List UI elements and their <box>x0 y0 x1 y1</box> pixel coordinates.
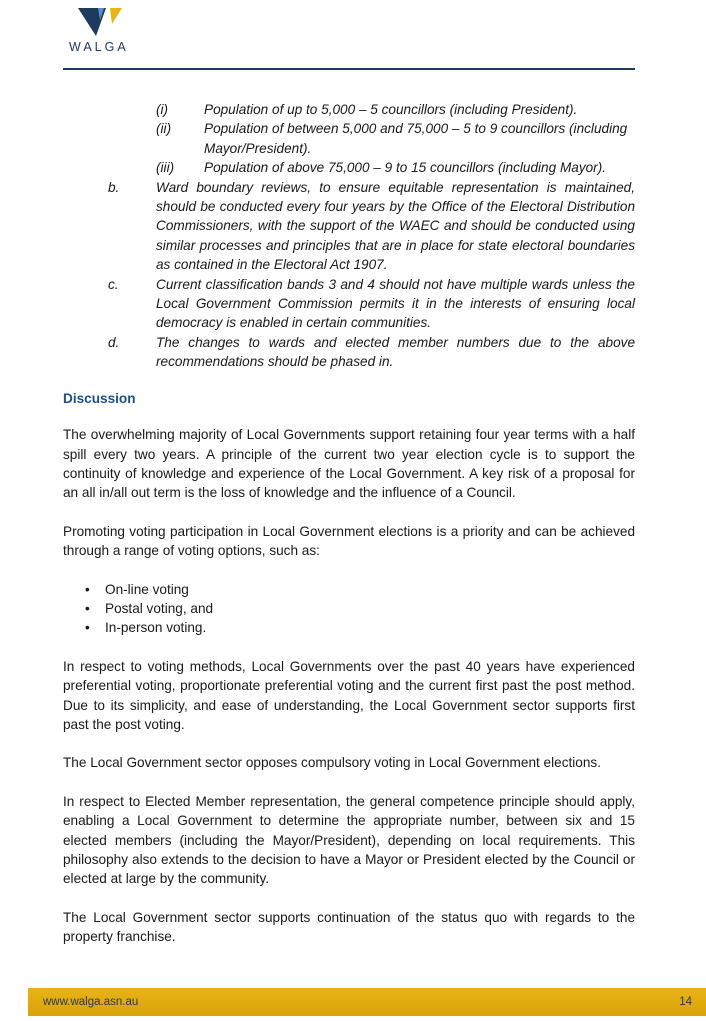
paragraph: The overwhelming majority of Local Governments support retaining four year terms with a half spill every two years. A principle of the current two year election cycle is to support the continuity of knowledge and experience of the Local Government. A key risk of a proposal for an all in/all out term is the loss of knowledge and the influence of a Council. <box>63 427 635 501</box>
paragraph: In respect to Elected Member representation, the general competence principle should apply, enabling a Local Government to determine the appropriate number, between six and 15 elected members (including the Mayor/President), depending on local requirements. This philosophy also extends to the decision to have a Mayor or President elected by the Council or elected at large by the community. <box>63 793 635 887</box>
list-item <box>63 580 635 599</box>
list-item-text: Population of above 75,000 – 9 to 15 councillors (including Mayor). <box>204 160 607 176</box>
bullet-icon: • <box>85 600 90 616</box>
header-divider <box>63 68 635 70</box>
list-item-text: In-person voting. <box>105 620 207 636</box>
list-marker: d. <box>108 334 120 350</box>
list-item-text: Current classification bands 3 and 4 should not have multiple wards unless the Local Government Commission permits it in the interests of ensuring local democracy is enabled in certain communities. <box>156 276 635 331</box>
paragraph: Promoting voting participation in Local Government elections is a priority and can be achieved through a range of voting options, such as: <box>63 523 635 559</box>
list-item-text: Postal voting, and <box>105 600 214 616</box>
section-heading: Discussion <box>63 390 136 406</box>
list-item-text: Population of up to 5,000 – 5 councillors (including President). <box>204 102 578 117</box>
list-item-text: Population of between 5,000 and 75,000 – 5 to 9 councillors (including Mayor/President). <box>204 121 628 156</box>
document-body <box>63 100 635 966</box>
logo-wordmark: WALGA <box>69 40 129 54</box>
list-marker: (iii) <box>156 160 175 176</box>
list-marker: c. <box>108 276 119 292</box>
list-item-text: On-line voting <box>105 581 189 597</box>
page-number: 14 <box>679 996 692 1008</box>
list-item-text: The changes to wards and elected member numbers due to the above recommendations should be phased in. <box>156 334 635 370</box>
list-item-text: Ward boundary reviews, to ensure equitable representation is maintained, should be conducted every four years by the Office of the Electoral Distribution Commissioners, with the support of the WAEC and should be conducted using similar processes and principles that are in place for state electoral boundaries as contained in the Electoral Act 1907. <box>156 179 635 273</box>
list-item <box>63 178 635 275</box>
voting-options-list <box>63 580 635 638</box>
list-item <box>63 275 635 333</box>
list-item <box>63 158 635 177</box>
population-sublist <box>63 100 635 178</box>
bullet-icon: • <box>85 620 90 636</box>
list-item <box>63 618 635 637</box>
footer-url-link[interactable]: www.walga.asn.au <box>43 996 139 1008</box>
paragraph: The Local Government sector supports continuation of the status quo with regards to the property franchise. <box>63 909 635 945</box>
paragraph: In respect to voting methods, Local Governments over the past 40 years have experienced preferential voting, proportionate preferential voting and the current first past the post method. Due to its simplicity, and ease of understanding, the Local Government sector supports first past the post voting. <box>63 658 635 732</box>
bullet-icon: • <box>85 581 90 597</box>
list-marker: b. <box>108 179 120 195</box>
list-item <box>63 100 635 119</box>
list-marker: (ii) <box>156 121 172 137</box>
paragraph: The Local Government sector opposes compulsory voting in Local Government elections. <box>63 755 601 771</box>
list-item <box>63 119 635 158</box>
list-item <box>63 599 635 618</box>
list-marker: (i) <box>156 102 169 117</box>
recommendation-list <box>63 178 635 372</box>
list-item <box>63 333 635 372</box>
footer-bar <box>28 988 706 1016</box>
